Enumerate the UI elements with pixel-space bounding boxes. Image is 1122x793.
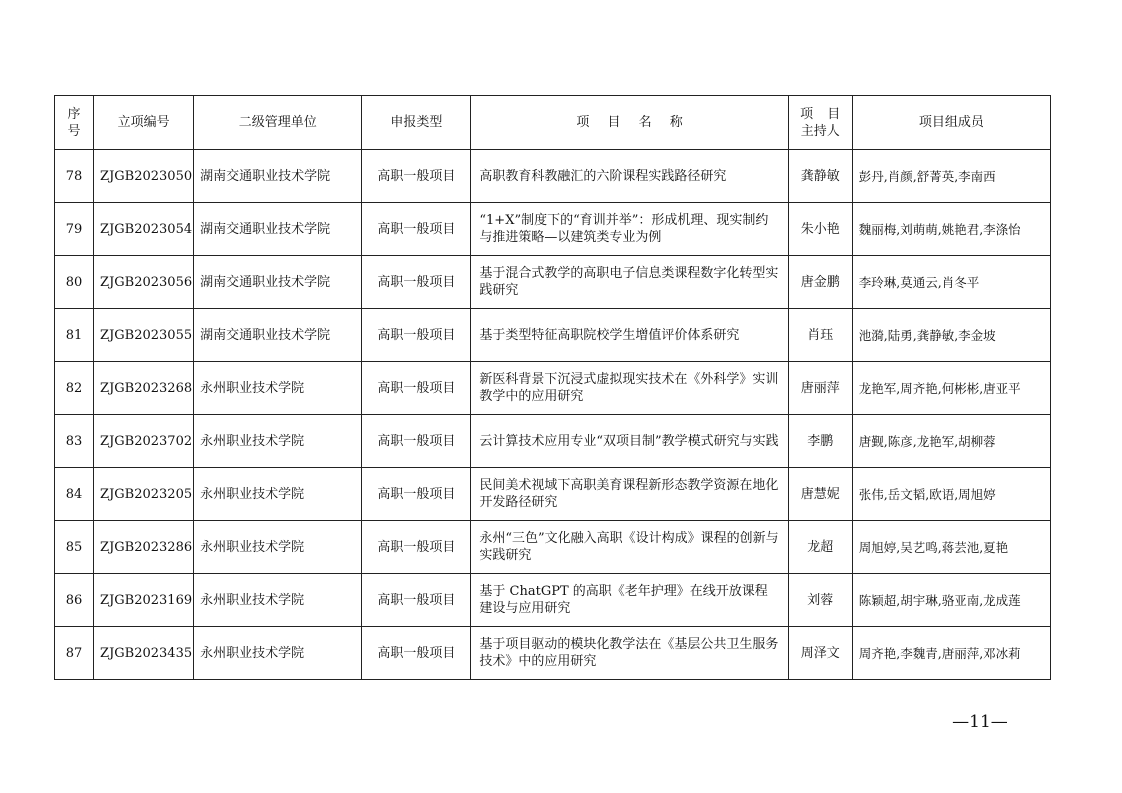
- cell-index: 84: [55, 468, 94, 521]
- cell-code: ZJGB2023056: [94, 256, 194, 309]
- cell-code: ZJGB2023286: [94, 521, 194, 574]
- cell-host: 刘蓉: [788, 574, 852, 627]
- cell-members: 周齐艳,李魏青,唐丽萍,邓冰莉: [852, 627, 1050, 680]
- table-body: [55, 150, 1051, 680]
- cell-type: 高职一般项目: [362, 627, 471, 680]
- table-row: [55, 309, 1051, 362]
- cell-unit: 永州职业技术学院: [194, 415, 362, 468]
- cell-code: ZJGB2023205: [94, 468, 194, 521]
- table-row: [55, 521, 1051, 574]
- header-index: 序号: [55, 96, 94, 150]
- table-row: [55, 150, 1051, 203]
- cell-host: 朱小艳: [788, 203, 852, 256]
- cell-type: 高职一般项目: [362, 256, 471, 309]
- cell-code: ZJGB2023169: [94, 574, 194, 627]
- cell-type: 高职一般项目: [362, 468, 471, 521]
- cell-unit: 永州职业技术学院: [194, 362, 362, 415]
- cell-host: 唐金鹏: [788, 256, 852, 309]
- cell-unit: 永州职业技术学院: [194, 574, 362, 627]
- cell-members: 唐觐,陈彦,龙艳军,胡柳蓉: [852, 415, 1050, 468]
- project-table: [54, 95, 1051, 680]
- cell-host: 周泽文: [788, 627, 852, 680]
- cell-index: 80: [55, 256, 94, 309]
- table-row: [55, 362, 1051, 415]
- cell-unit: 永州职业技术学院: [194, 521, 362, 574]
- cell-type: 高职一般项目: [362, 521, 471, 574]
- table-row: [55, 256, 1051, 309]
- cell-host: 肖珏: [788, 309, 852, 362]
- cell-project-name: “1+X”制度下的“育训并举”：形成机理、现实制约与推进策略—以建筑类专业为例: [471, 203, 788, 256]
- cell-code: ZJGB2023702: [94, 415, 194, 468]
- cell-host: 唐丽萍: [788, 362, 852, 415]
- cell-members: 陈颖超,胡宇琳,骆亚南,龙成莲: [852, 574, 1050, 627]
- cell-index: 82: [55, 362, 94, 415]
- cell-type: 高职一般项目: [362, 362, 471, 415]
- cell-host: 唐慧妮: [788, 468, 852, 521]
- cell-unit: 湖南交通职业技术学院: [194, 309, 362, 362]
- cell-index: 81: [55, 309, 94, 362]
- table-row: [55, 468, 1051, 521]
- cell-members: 龙艳军,周齐艳,何彬彬,唐亚平: [852, 362, 1050, 415]
- table-row: [55, 627, 1051, 680]
- cell-project-name: 基于混合式教学的高职电子信息类课程数字化转型实践研究: [471, 256, 788, 309]
- header-row: [55, 96, 1051, 150]
- table-row: [55, 574, 1051, 627]
- header-host: 项 目 主持人: [788, 96, 852, 150]
- cell-project-name: 云计算技术应用专业“双项目制”教学模式研究与实践: [471, 415, 788, 468]
- cell-index: 87: [55, 627, 94, 680]
- table-row: [55, 415, 1051, 468]
- cell-project-name: 基于项目驱动的模块化教学法在《基层公共卫生服务技术》中的应用研究: [471, 627, 788, 680]
- cell-project-name: 永州“三色”文化融入高职《设计构成》课程的创新与实践研究: [471, 521, 788, 574]
- cell-members: 池漪,陆勇,龚静敏,李金坡: [852, 309, 1050, 362]
- cell-unit: 湖南交通职业技术学院: [194, 150, 362, 203]
- cell-index: 83: [55, 415, 94, 468]
- cell-project-name: 民间美术视域下高职美育课程新形态教学资源在地化开发路径研究: [471, 468, 788, 521]
- cell-type: 高职一般项目: [362, 309, 471, 362]
- cell-code: ZJGB2023268: [94, 362, 194, 415]
- cell-host: 龚静敏: [788, 150, 852, 203]
- cell-members: 张伟,岳文韬,欧语,周旭婷: [852, 468, 1050, 521]
- cell-index: 78: [55, 150, 94, 203]
- header-type: 申报类型: [362, 96, 471, 150]
- cell-host: 龙超: [788, 521, 852, 574]
- cell-project-name: 基于类型特征高职院校学生增值评价体系研究: [471, 309, 788, 362]
- cell-project-name: 基于 ChatGPT 的高职《老年护理》在线开放课程建设与应用研究: [471, 574, 788, 627]
- cell-index: 86: [55, 574, 94, 627]
- cell-type: 高职一般项目: [362, 574, 471, 627]
- cell-index: 85: [55, 521, 94, 574]
- cell-code: ZJGB2023055: [94, 309, 194, 362]
- cell-unit: 永州职业技术学院: [194, 468, 362, 521]
- cell-host: 李鹏: [788, 415, 852, 468]
- cell-code: ZJGB2023054: [94, 203, 194, 256]
- header-members: 项目组成员: [852, 96, 1050, 150]
- header-unit: 二级管理单位: [194, 96, 362, 150]
- cell-index: 79: [55, 203, 94, 256]
- cell-project-name: 新医科背景下沉浸式虚拟现实技术在《外科学》实训教学中的应用研究: [471, 362, 788, 415]
- cell-unit: 永州职业技术学院: [194, 627, 362, 680]
- cell-code: ZJGB2023435: [94, 627, 194, 680]
- cell-members: 李玲琳,莫通云,肖冬平: [852, 256, 1050, 309]
- cell-members: 彭丹,肖颜,舒菁英,李南西: [852, 150, 1050, 203]
- table-header: [55, 96, 1051, 150]
- cell-unit: 湖南交通职业技术学院: [194, 256, 362, 309]
- header-code: 立项编号: [94, 96, 194, 150]
- cell-unit: 湖南交通职业技术学院: [194, 203, 362, 256]
- cell-members: 魏丽梅,刘萌萌,姚艳君,李涤怡: [852, 203, 1050, 256]
- header-name: 项 目 名 称: [471, 96, 788, 150]
- cell-members: 周旭婷,吴艺鸣,蒋芸池,夏艳: [852, 521, 1050, 574]
- cell-project-name: 高职教育科教融汇的六阶课程实践路径研究: [471, 150, 788, 203]
- cell-type: 高职一般项目: [362, 415, 471, 468]
- cell-type: 高职一般项目: [362, 150, 471, 203]
- cell-type: 高职一般项目: [362, 203, 471, 256]
- table-row: [55, 203, 1051, 256]
- page-number: —11—: [952, 712, 1008, 732]
- cell-code: ZJGB2023050: [94, 150, 194, 203]
